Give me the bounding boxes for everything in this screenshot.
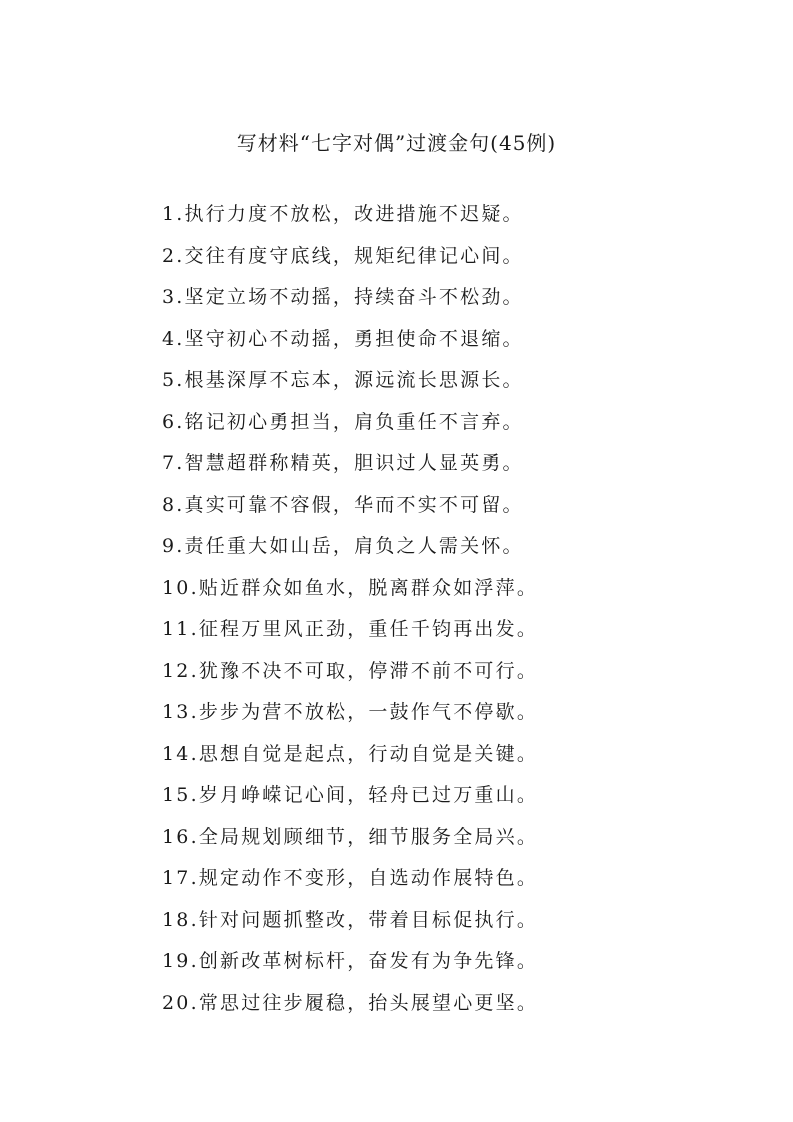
list-item: 2.交往有度守底线，规矩纪律记心间。	[162, 244, 524, 267]
list-item: 10.贴近群众如鱼水，脱离群众如浮萍。	[162, 576, 539, 599]
list-item: 8.真实可靠不容假，华而不实不可留。	[162, 493, 524, 516]
list-item: 16.全局规划顾细节，细节服务全局兴。	[162, 825, 539, 848]
list-item: 17.规定动作不变形，自选动作展特色。	[162, 867, 539, 889]
list-item: 12.犹豫不决不可取，停滞不前不可行。	[162, 659, 539, 682]
list-item: 18.针对问题抓整改，带着目标促执行。	[162, 908, 539, 931]
list-item: 9.责任重大如山岳，肩负之人需关怀。	[162, 535, 524, 557]
list-item: 13.步步为营不放松，一鼓作气不停歇。	[162, 701, 539, 723]
list-item: 7.智慧超群称精英，胆识过人显英勇。	[162, 452, 524, 474]
list-item: 6.铭记初心勇担当，肩负重任不言弃。	[162, 410, 524, 433]
list-item: 11.征程万里风正劲，重任千钧再出发。	[162, 618, 539, 640]
document-title: 写材料“七字对偶”过渡金句(45例)	[236, 131, 557, 155]
list-item: 19.创新改革树标杆，奋发有为争先锋。	[162, 950, 539, 972]
list-item: 5.根基深厚不忘本，源远流长思源长。	[162, 369, 524, 391]
list-item: 1.执行力度不放松，改进措施不迟疑。	[162, 203, 524, 225]
phrase-list	[162, 196, 538, 1026]
list-item: 4.坚守初心不动摇，勇担使命不退缩。	[162, 327, 524, 350]
list-item: 20.常思过往步履稳，抬头展望心更坚。	[162, 991, 539, 1014]
list-item: 14.思想自觉是起点，行动自觉是关键。	[162, 742, 539, 765]
list-item: 3.坚定立场不动摇，持续奋斗不松劲。	[162, 286, 524, 308]
list-item: 15.岁月峥嵘记心间，轻舟已过万重山。	[162, 784, 539, 806]
